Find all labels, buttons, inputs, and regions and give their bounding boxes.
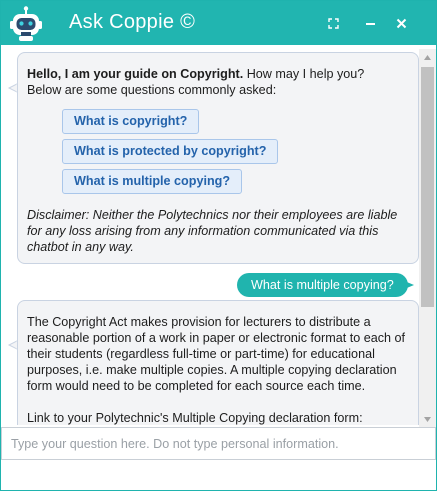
- minimize-button[interactable]: [360, 13, 380, 33]
- question-option-protected[interactable]: What is protected by copyright?: [62, 139, 278, 164]
- user-message: What is multiple copying?: [237, 273, 408, 297]
- answer-paragraph: The Copyright Act makes provision for lecturers to distribute a reasonable portion of a work in paper or electronic format to each of their students (regardless full-time or part-time) for educational purposes, i.e. make multiple copies. A multiple copying declaration form would need to be completed for each source each time.: [27, 315, 406, 393]
- bot-answer-message: [17, 300, 419, 425]
- chevron-down-icon: [424, 417, 431, 422]
- chat-title: Ask Coppie ©: [69, 11, 196, 33]
- bot-greeting-message: [17, 52, 419, 264]
- scrollbar[interactable]: [419, 49, 436, 427]
- expand-icon: [328, 18, 339, 29]
- scroll-up-button[interactable]: [419, 49, 436, 65]
- greeting-rest: How may I help you?: [243, 67, 365, 81]
- scroll-down-button[interactable]: [419, 411, 436, 427]
- question-input-container: [1, 427, 436, 460]
- question-option-copyright[interactable]: What is copyright?: [62, 109, 199, 134]
- minimize-icon: [365, 18, 376, 29]
- expand-button[interactable]: [323, 13, 343, 33]
- bubble-tail: [7, 83, 17, 93]
- chevron-up-icon: [424, 55, 431, 60]
- chat-header: [1, 1, 436, 45]
- scroll-thumb[interactable]: [421, 67, 434, 307]
- question-option-multiple-copying[interactable]: What is multiple copying?: [62, 169, 242, 194]
- footer-area: [1, 460, 436, 490]
- greeting-subline: Below are some questions commonly asked:: [27, 83, 277, 97]
- answer-link-intro: Link to your Polytechnic's Multiple Copying declaration form:: [27, 411, 363, 425]
- question-input[interactable]: [2, 428, 435, 459]
- robot-avatar-icon: [7, 5, 45, 43]
- greeting-bold: Hello, I am your guide on Copyright.: [27, 67, 244, 81]
- close-icon: [396, 18, 407, 29]
- bubble-tail: [7, 340, 17, 350]
- chat-transcript[interactable]: [1, 45, 419, 425]
- greeting-line: [27, 66, 408, 82]
- close-button[interactable]: [391, 13, 411, 33]
- user-bubble-tail: [402, 279, 414, 291]
- disclaimer-text: Disclaimer: Neither the Polytechnics nor their employees are liable for any loss arising from any information communicated via this chatbot in any way.: [27, 208, 398, 254]
